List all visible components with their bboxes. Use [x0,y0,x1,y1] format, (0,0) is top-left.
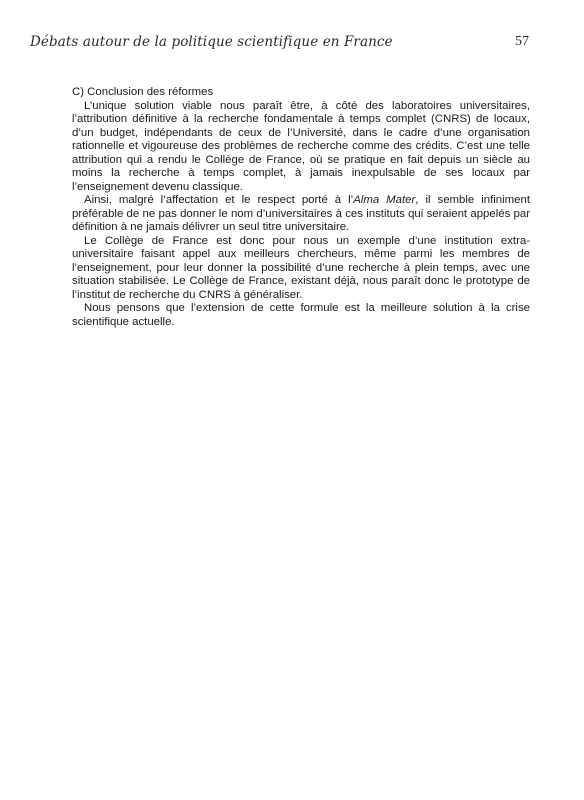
paragraph-4: Nous pensons que l’extension de cette formule est la meilleure solution à la crise scientifique actuelle. [72,302,530,328]
body-text [72,86,530,329]
page-number: 57 [515,34,529,49]
running-header: Débats autour de la politique scientifique en France [30,34,393,50]
paragraph-2-start: Ainsi, malgré l’affectation et le respect porté à l’ [84,194,354,206]
paragraph-1: L’unique solution viable nous paraît être, à côté des laboratoires universitaires, l’attribution définitive à la recherche fondamentale à temps complet (CNRS) de locaux, d’un budget, indépendants de ceux de l’Université, dans le cadre d’une organisation rationnelle et vigoureuse des problèmes de recherche comme des crédits. C’est une telle attribution qui a rendu le Collège de France, où se pratique en fait depuis un siècle au moins la recherche à temps complet, à jamais inexpulsable de ses locaux par l’enseignement devenu classique. [72,99,530,193]
paragraph-3: Le Collège de France est donc pour nous un exemple d’une institution extra-universitaire faisant appel aux meilleurs chercheurs, même parmi les membres de l’enseignement, pour leur donner la possibilité d’une recherche à plein temps, avec une situation stabilisée. Le Collège de France, existant déjà, nous paraît donc le prototype de l’institut de recherche du CNRS à généraliser. [72,234,530,301]
section-heading: C) Conclusion des réformes [72,86,214,98]
alma-mater-italic: Alma Mater [353,194,416,206]
paragraph-2-end: , il semble infiniment préférable de ne pas donner le nom d’universitaires à ces instituts qui seraient appelés par définition à ne jamais délivrer un seul titre universitaire. [72,194,530,233]
paragraph-2 [72,194,530,235]
